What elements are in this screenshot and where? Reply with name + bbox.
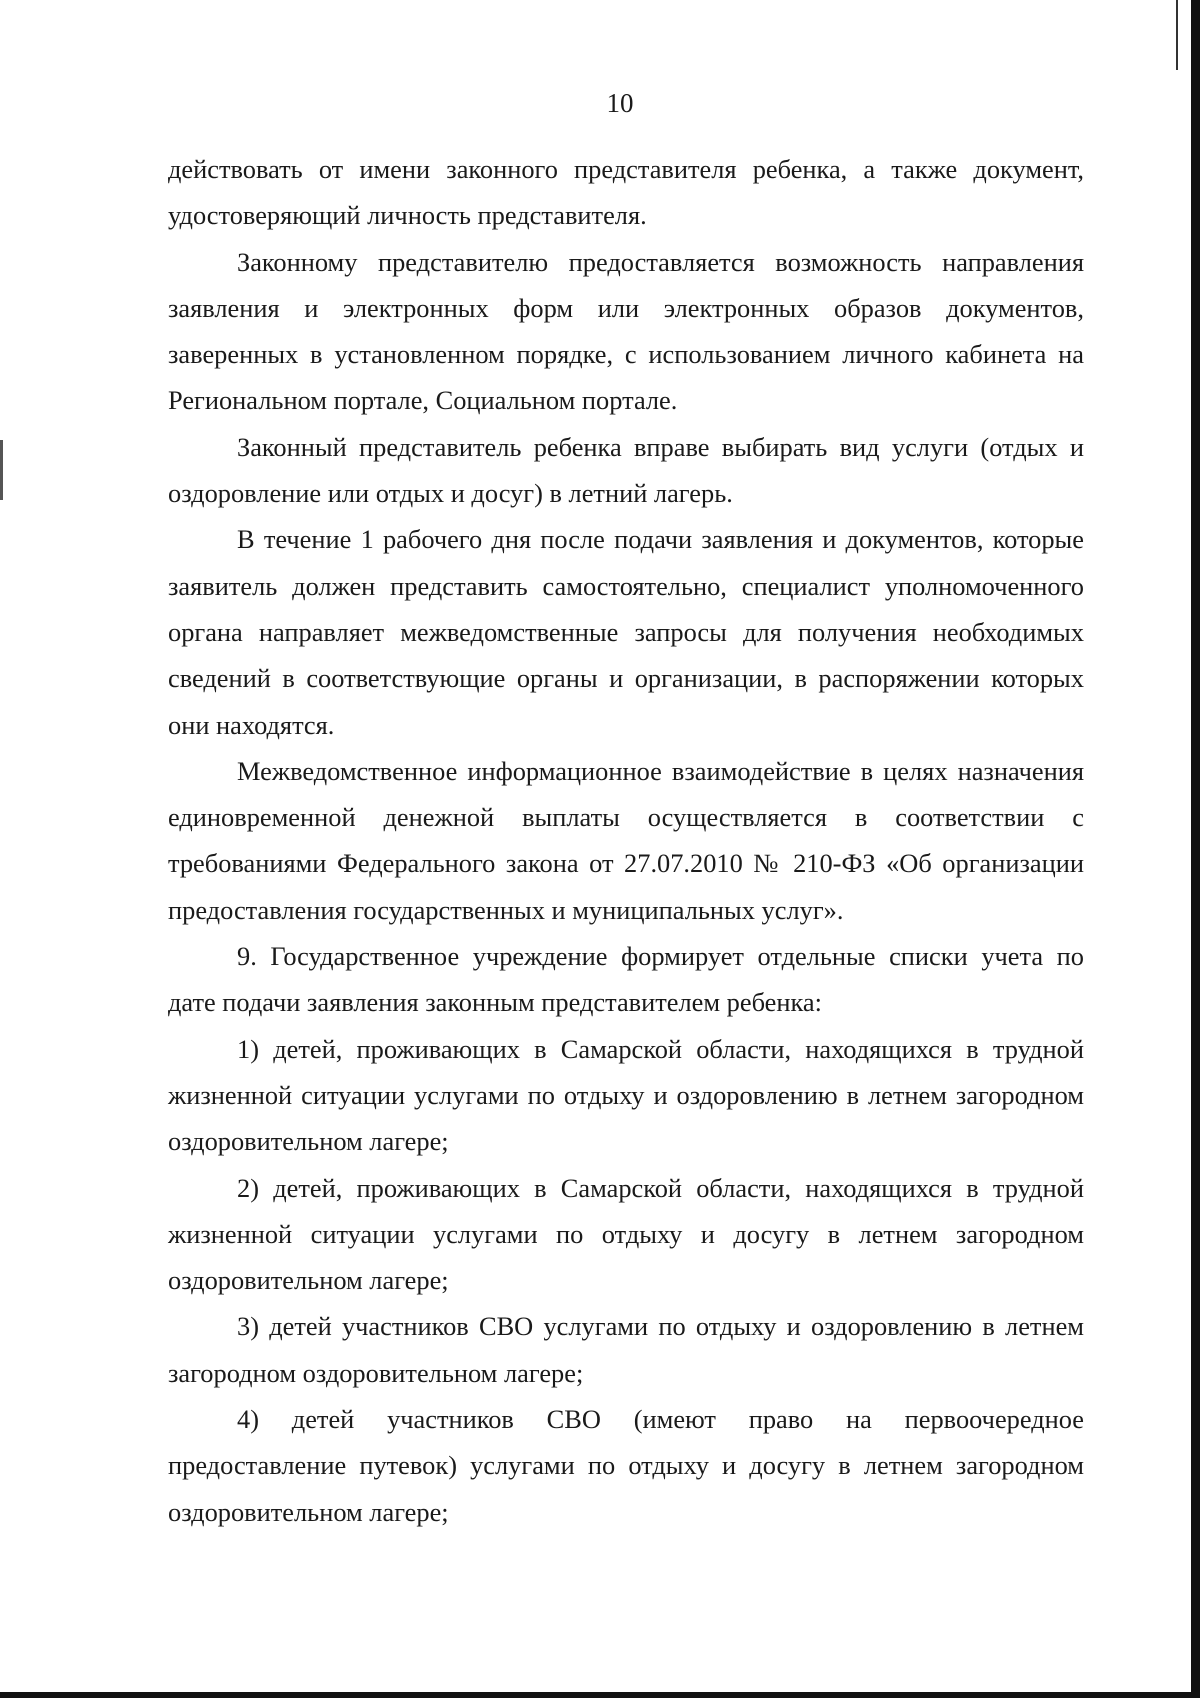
scan-edge-right [1191, 0, 1200, 1698]
page-number: 10 [606, 88, 634, 118]
paragraph-item-9: 9. Государственное учреждение формирует отдельные списки учета по дате подачи заявления законным представителем ребенка: [168, 941, 1084, 1018]
list-item-1: 1) детей, проживающих в Самарской области, находящихся в трудной жизненной ситуации услугами по отдыху и оздоровлению в летнем загородном оздоровительном лагере; [168, 1033, 1084, 1157]
paragraph-continuation: действовать от имени законного представителя ребенка, а также документ, удостоверяющий личность представителя. [168, 154, 1084, 231]
scan-edge-bottom [0, 1692, 1200, 1698]
paragraph-online-submission: Законному представителю предоставляется возможность направления заявления и электронных форм или электронных образов документов, заверенных в установленном порядке, с использованием личного кабинета на Региональном портале, Социальном портале. [168, 246, 1084, 416]
list-item-2: 2) детей, проживающих в Самарской области, находящихся в трудной жизненной ситуации услугами по отдыху и досугу в летнем загородном оздоровительном лагере; [168, 1172, 1084, 1296]
list-item-4: 4) детей участников СВО (имеют право на первоочередное предоставление путевок) услугами по отдыху и досугу в летнем загородном оздоровительном лагере; [168, 1404, 1084, 1527]
paragraph-service-choice: Законный представитель ребенка вправе выбирать вид услуги (отдых и оздоровление или отдых и досуг) в летний лагерь. [168, 431, 1084, 509]
scan-edge-left [0, 440, 3, 500]
list-item-3: 3) детей участников СВО услугами по отдыху и оздоровлению в летнем загородном оздоровительном лагере; [168, 1311, 1084, 1388]
scan-edge-mark [1176, 0, 1178, 70]
paragraph-interagency-interaction: Межведомственное информационное взаимодействие в целях назначения единовременной денежной выплаты осуществляется в соответствии с требованиями Федерального закона от 27.07.2010 № 210-ФЗ «Об организации предоставления государственных и муниципальных услуг». [168, 755, 1084, 925]
paragraph-interagency-requests: В течение 1 рабочего дня после подачи заявления и документов, которые заявитель должен представить самостоятельно, специалист уполномоченного органа направляет межведомственные запросы для получения необходимых сведений в соответствующие органы и организации, в распоряжении которых они находятся. [168, 524, 1084, 740]
document-body [168, 146, 1084, 1535]
